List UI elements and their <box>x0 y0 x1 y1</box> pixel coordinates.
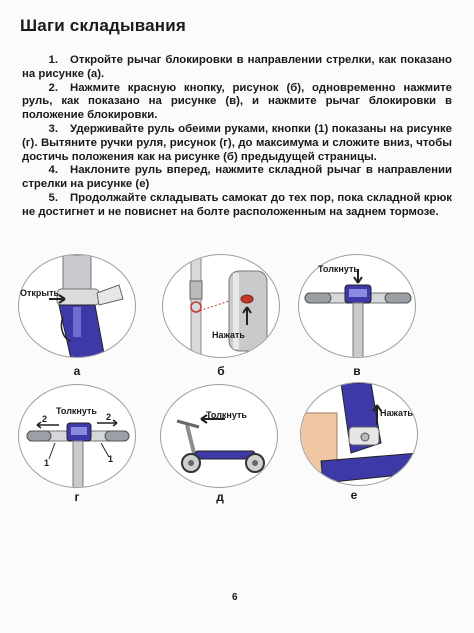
step-item <box>22 123 452 164</box>
figure-e <box>300 382 418 486</box>
mark-2-left: 2 <box>42 414 48 424</box>
step-text: Откройте рычаг блокировки в направлении стрелки, как показано на рисунке (а). <box>22 54 452 80</box>
step-item <box>22 54 452 82</box>
open-label: Открыть <box>20 288 60 298</box>
step-number: 4. <box>48 164 58 177</box>
push-label: Толкнуть <box>206 410 247 420</box>
figure-b <box>162 254 280 358</box>
step-item <box>22 82 452 123</box>
step-text: Наклоните руль вперед, нажмите складной рычаг в направлении стрелки на рисунке (е) <box>22 164 452 191</box>
folding-lever-illustration <box>301 383 418 486</box>
figure-d <box>160 384 278 488</box>
figure-caption-d: д <box>216 490 224 504</box>
step-item <box>22 164 452 192</box>
page-title: Шаги складывания <box>20 16 187 35</box>
step-number: 1. <box>48 54 58 66</box>
steps-list <box>22 54 452 220</box>
step-text: Нажмите красную кнопку, рисунок (б), одновременно нажмите руль, как показано на рисунке (в), и нажмите рычаг блокировки в положение блокировки. <box>22 81 452 122</box>
figure-caption-g: г <box>74 490 80 504</box>
handlebar-fold-illustration <box>19 385 136 488</box>
step-text: Продолжайте складывать самокат до тех пор, пока складной крюк не достигнет и не повиснет на болте расположенным на заднем тормозе. <box>22 191 452 218</box>
step-text: Удерживайте руль обеими руками, кнопки (1) показаны на рисунке (г). Вытяните ручки руля, рисунок (г), до максимума и сложите вниз, чтобы достичь положения как на рисунке (б) предыдущей страницы. <box>22 122 452 163</box>
lock-lever-illustration <box>19 255 136 358</box>
step-item <box>22 192 452 220</box>
mark-1-right: 1 <box>108 454 114 464</box>
figure-a <box>18 254 136 358</box>
figure-caption-b: б <box>217 364 225 378</box>
figure-v <box>298 254 416 358</box>
scooter-tilt-illustration <box>161 385 278 488</box>
push-label: Толкнуть <box>318 264 359 274</box>
step-number: 3. <box>48 122 58 135</box>
step-number: 2. <box>48 81 58 94</box>
mark-1-left: 1 <box>44 458 50 468</box>
figure-caption-e: е <box>350 488 358 502</box>
step-number: 5. <box>48 191 58 204</box>
page-number: 6 <box>232 592 238 603</box>
figure-g <box>18 384 136 488</box>
press-label: Нажать <box>212 330 245 340</box>
push-label: Толкнуть <box>56 406 97 416</box>
figure-caption-a: а <box>73 364 81 378</box>
mark-2-right: 2 <box>106 412 112 422</box>
figure-caption-v: в <box>353 364 361 378</box>
press-label: Нажать <box>380 408 413 418</box>
red-button-illustration <box>163 255 280 358</box>
